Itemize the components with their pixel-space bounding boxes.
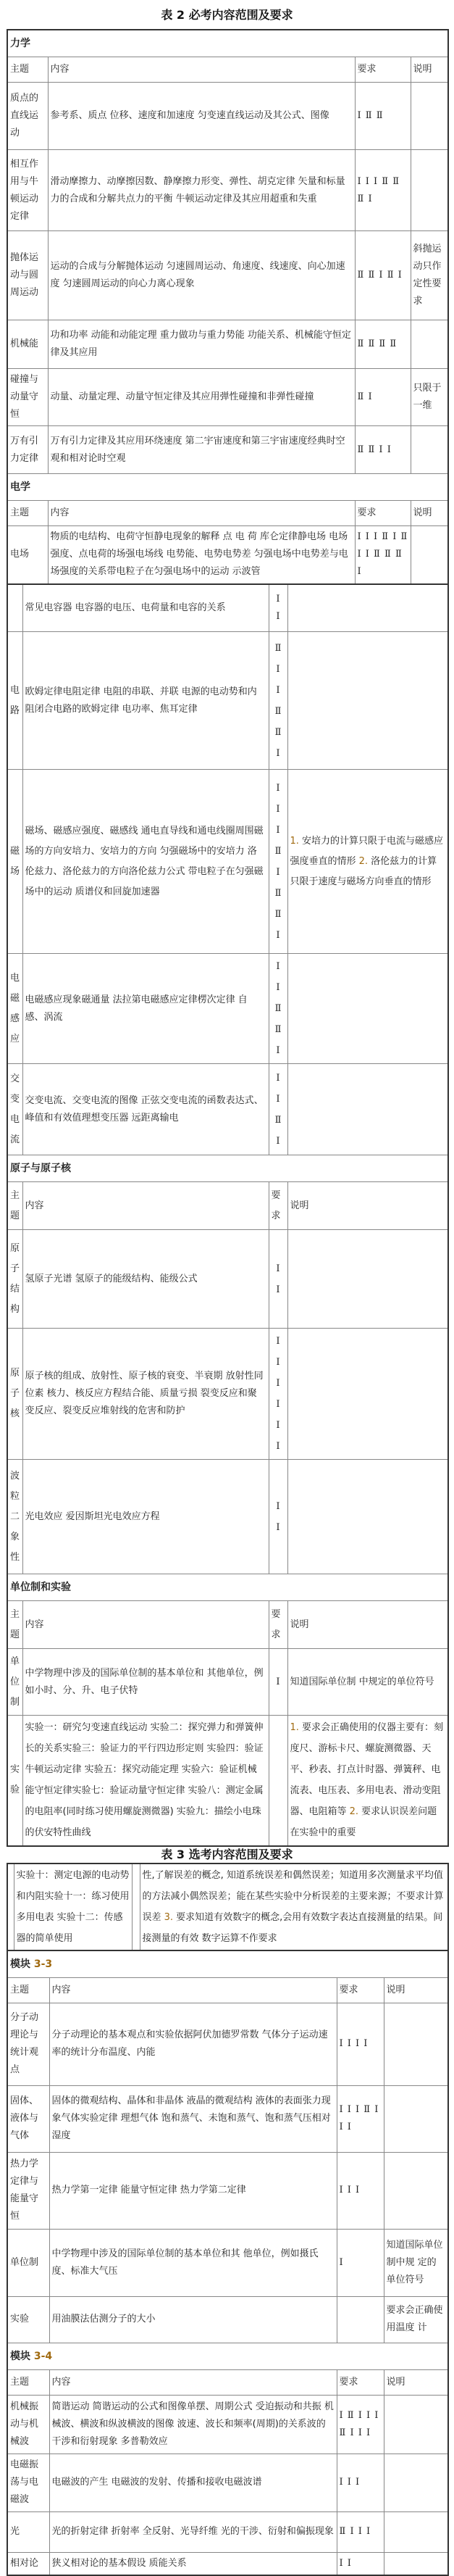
req-cell [269,770,287,954]
req-level: Ⅰ [272,1517,285,1538]
note-cell [287,1230,448,1329]
header-topic: 主题 [7,1182,22,1230]
table-row [7,2296,448,2343]
header-note: 说明 [411,501,448,526]
table-row [7,231,448,320]
table-row [7,2395,448,2454]
note-cell [287,584,448,632]
req-cell [269,1716,287,1846]
req-cell: Ⅰ Ⅰ Ⅰ Ⅱ Ⅰ Ⅰ Ⅰ [337,2085,384,2152]
req-level: Ⅰ [272,1068,285,1089]
req-cell [269,1329,287,1460]
note-cell [384,2552,448,2575]
table-row [7,1460,448,1574]
req-level: Ⅰ [272,743,285,764]
content-cell: 常见电容器 电容器的电压、电荷量和电容的关系 [22,584,269,632]
req-level: Ⅰ [272,778,285,799]
note-cell [140,1864,448,1950]
content-cell: 实验十：测定电源的电动势和内阻实验十一：练习使用多用电表 实验十二：传感器的简单使用 [14,1864,132,1950]
topic-cell: 机械振动与机械波 [7,2395,49,2454]
note-cell [411,150,448,231]
content-cell: 电磁波的产生 电磁波的发射、传播和接收电磁波谱 [49,2454,337,2511]
header-content: 内容 [49,2369,337,2395]
table2-caption: 表 2 必考内容范围及要求 [7,0,447,29]
content-cell: 磁场、磁感应强度、磁感线 通电直导线和通电线圈周围磁场的方向安培力、安培力的方向 匀强磁场中的安培力 洛伦兹力、洛伦兹力的方向洛伦兹力公式 带电粒子在匀强磁场中的运动 质谱仪和回旋加速器 [22,770,269,954]
note-text: 安培力的计算只限于电流与磁感应强度垂直的情形 [290,836,444,867]
table-row [7,2454,448,2511]
header-note: 说明 [384,2369,448,2395]
section-row [7,30,448,57]
header-note: 说明 [411,57,448,83]
content-cell: 狭义相对论的基本假设 质能关系 [49,2552,337,2575]
req-level: Ⅰ [272,1040,285,1061]
header-note: 说明 [384,1977,448,2003]
req-cell: Ⅱ Ⅰ [355,369,411,426]
section-title: 原子与原子核 [7,1155,448,1182]
note-cell [287,954,448,1064]
header-req: 要求 [355,501,411,526]
note-number: 3. [164,1912,173,1923]
note-cell [287,770,448,954]
module-number: 3-4 [34,2351,52,2362]
req-cell: Ⅰ Ⅰ Ⅰ Ⅱ Ⅰ Ⅱ Ⅰ Ⅰ Ⅱ Ⅱ Ⅱ Ⅰ [355,526,411,584]
req-cell: Ⅰ Ⅰ [337,2552,384,2575]
req-cell: Ⅱ Ⅱ Ⅰ Ⅰ [355,426,411,474]
table-row [7,83,448,150]
req-cell: Ⅰ [337,2229,384,2296]
topic-cell: 单位制 [7,2229,49,2296]
req-level: Ⅰ [272,1089,285,1110]
req-level: Ⅰ [272,925,285,946]
topic-cell: 分子动理论与统计观点 [7,2003,49,2085]
req-cell: Ⅱ Ⅰ Ⅰ Ⅰ [337,2511,384,2552]
header-content: 内容 [48,57,355,83]
req-level: Ⅱ [272,904,285,925]
req-level: Ⅰ [272,1373,285,1394]
header-note: 说明 [287,1182,448,1230]
note-cell [411,320,448,369]
req-level: Ⅰ [272,1258,285,1279]
note-cell [411,426,448,474]
table-row [7,1649,448,1716]
topic-cell: 磁场 [7,770,22,954]
table-row [7,2152,448,2229]
content-cell: 固体的微观结构、晶体和非晶体 液晶的微观结构 液体的表面张力现象气体实验定律 理想气体 饱和蒸气、未饱和蒸气、饱和蒸气压相对湿度 [49,2085,337,2152]
req-level: Ⅰ [272,1496,285,1517]
table-row [7,150,448,231]
header-row [7,1601,448,1649]
section-row [7,474,448,501]
header-topic: 主题 [7,1977,49,2003]
req-cell: Ⅰ Ⅰ Ⅰ [337,2152,384,2229]
req-level: Ⅰ [272,956,285,977]
section-row [7,1155,448,1182]
header-topic: 主题 [7,1601,22,1649]
req-level: Ⅰ [272,608,285,626]
section-title: 力学 [7,30,448,57]
topic-cell: 电磁感应 [7,954,22,1064]
header-row [7,501,448,526]
note-cell [384,2085,448,2152]
table-row [7,584,448,632]
section-row [7,1950,448,1978]
req-level: Ⅱ [272,701,285,722]
req-level: Ⅱ [272,1110,285,1131]
req-level: Ⅱ [272,883,285,904]
header-row [7,2369,448,2395]
header-req: 要求 [337,1977,384,2003]
section-title [7,1950,448,1978]
header-req: 要求 [269,1182,287,1230]
topic-cell: 质点的直线运动 [7,83,48,150]
req-level: Ⅰ [272,977,285,998]
module-number: 3-3 [34,1958,52,1970]
content-cell: 实验一：研究匀变速直线运动 实验二：探究弹力和弹簧伸长的关系实验三：验证力的平行四边形定则 实验四：验证牛顿运动定律 实验五：探究动能定理 实验六：验证机械能守恒定律实验七：验证动量守恒定律 实验八：测定金属的电阻率(同时练习使用螺旋测微器) 实验九：描绘小电珠的伏安特性曲线 [22,1716,269,1846]
header-req: 要求 [337,2369,384,2395]
note-cell [384,2395,448,2454]
note-cell [384,2454,448,2511]
req-cell: Ⅰ Ⅰ Ⅰ [337,2454,384,2511]
req-level: Ⅰ [272,799,285,820]
content-cell: 滑动摩擦力、动摩擦因数、静摩擦力形变、弹性、胡克定律 矢量和标量 力的合成和分解共点力的平衡 牛顿运动定律及其应用超重和失重 [48,150,355,231]
content-cell: 氢原子光谱 氢原子的能级结构、能级公式 [22,1230,269,1329]
table-row [7,2003,448,2085]
req-level: Ⅰ [272,1394,285,1415]
note-cell [384,2511,448,2552]
topic-cell: 交变电流 [7,1064,22,1155]
table-row [7,1230,448,1329]
content-cell: 中学物理中涉及的国际单位制的基本单位和其 他单位，例如摄氏度、标准大气压 [49,2229,337,2296]
module-label: 模块 [10,2351,34,2362]
req-cell [269,1064,287,1155]
topic-cell [7,1864,14,1950]
table-row [7,2085,448,2152]
note-cell [384,2152,448,2229]
table-row [7,632,448,770]
table-row [7,2229,448,2296]
topic-cell [7,584,22,632]
req-cell: Ⅱ Ⅱ Ⅱ Ⅱ [355,320,411,369]
note-number: 2. [359,856,368,867]
req-cell [337,2296,384,2343]
note-cell: 要求会正确使用温度 计 [384,2296,448,2343]
topic-cell: 碰撞与动量守恒 [7,369,48,426]
table-row [7,2511,448,2552]
table-row [7,369,448,426]
req-level: Ⅱ [272,638,285,659]
content-cell: 分子动理论的基本观点和实验依据阿伏加德罗常数 气体分子运动速率的统计分布温度、内能 [49,2003,337,2085]
note-number: 1. [290,1722,299,1733]
topic-cell: 实验 [7,2296,49,2343]
header-req: 要求 [269,1601,287,1649]
header-content: 内容 [49,1977,337,2003]
note-cell: 知道国际单位制 中规定的单位符号 [287,1649,448,1716]
note-cell [287,632,448,770]
req-level: Ⅰ [272,820,285,841]
content-cell: 热力学第一定律 能量守恒定律 热力学第二定律 [49,2152,337,2229]
content-cell: 物质的电结构、电荷守恒静电现象的解释 点 电 荷 库仑定律静电场 电场强度、点电荷的场强电场线 电势能、电势电势差 匀强电场中电势差与电场强度的关系带电粒子在匀强电场中的运动 示波管 [48,526,355,584]
req-cell [269,632,287,770]
topic-cell: 万有引力定律 [7,426,48,474]
section-title: 单位制和实验 [7,1574,448,1601]
table-row [7,1064,448,1155]
topic-cell: 波粒二象性 [7,1460,22,1574]
header-topic: 主题 [7,2369,49,2395]
content-cell: 光电效应 爱因斯坦光电效应方程 [22,1460,269,1574]
table3-continuation [7,1863,449,1951]
topic-cell: 相互作用与牛顿运动定律 [7,150,48,231]
header-note: 说明 [287,1601,448,1649]
content-cell: 原子核的组成、放射性、原子核的衰变、半衰期 放射性同位素 核力、核反应方程结合能、质量亏损 裂变反应和聚变反应、裂变反应堆射线的危害和防护 [22,1329,269,1460]
topic-cell: 电路 [7,632,22,770]
content-cell: 简谐运动 简谐运动的公式和图像单摆、周期公式 受迫振动和共振 机械波、横波和纵波横波的图像 波速、波长和频率(周期)的关系波的干涉和衍射现象 多普勒效应 [49,2395,337,2454]
req-level: Ⅰ [272,862,285,883]
table-row [7,526,448,584]
header-row [7,1977,448,2003]
req-cell: Ⅰ Ⅱ Ⅱ [355,83,411,150]
content-cell: 交变电流、交变电流的图像 正弦交变电流的函数表达式、峰值和有效值理想变压器 远距离输电 [22,1064,269,1155]
content-cell: 电磁感应现象磁通量 法拉第电磁感应定律楞次定律 自感、涡流 [22,954,269,1064]
note-text: 要求知道有效数字的概念,会用有效数字表达直接测量的结果。间接测量的有效 数字运算不作要求 [143,1912,443,1944]
note-cell [411,526,448,584]
req-level: Ⅰ [272,1131,285,1152]
req-cell [269,954,287,1064]
table-row [7,770,448,954]
req-level: Ⅰ [272,1331,285,1352]
table-row [7,2552,448,2575]
topic-cell: 热力学定律与能量守恒 [7,2152,49,2229]
note-number: 2. [350,1806,358,1817]
table-row [7,1864,448,1950]
note-cell: 斜抛运动只作定性要求 [411,231,448,320]
table2-mechanics [7,29,449,585]
header-content: 内容 [48,501,355,526]
req-cell [269,1230,287,1329]
req-cell: Ⅱ Ⅱ Ⅰ Ⅱ Ⅰ [355,231,411,320]
req-level: Ⅰ [272,1352,285,1373]
content-cell: 动量、动量定理、动量守恒定律及其应用弹性碰撞和非弹性碰撞 [48,369,355,426]
topic-cell: 原子结构 [7,1230,22,1329]
topic-cell: 机械能 [7,320,48,369]
section-title [7,2343,448,2369]
table-row [7,1716,448,1846]
topic-cell: 电场 [7,526,48,584]
topic-cell: 电磁振荡与电磁波 [7,2454,49,2511]
content-cell: 运动的合成与分解抛体运动 匀速圆周运动、角速度、线速度、向心加速度 匀速圆周运动的向心力离心现象 [48,231,355,320]
note-cell [411,83,448,150]
content-cell: 用油膜法估测分子的大小 [49,2296,337,2343]
header-topic: 主题 [7,57,48,83]
req-cell [269,584,287,632]
topic-cell: 原子核 [7,1329,22,1460]
req-level: Ⅱ [272,1019,285,1040]
header-content: 内容 [22,1601,269,1649]
req-level: Ⅰ [272,659,285,680]
note-cell [287,1460,448,1574]
section-row [7,1574,448,1601]
content-cell: 参考系、质点 位移、速度和加速度 匀变速直线运动及其公式、图像 [48,83,355,150]
req-level: Ⅱ [272,841,285,862]
content-cell: 功和功率 动能和动能定理 重力做功与重力势能 功能关系、机械能守恒定律及其应用 [48,320,355,369]
req-cell [269,1460,287,1574]
note-cell: 知道国际单位制中规 定的单位符号 [384,2229,448,2296]
req-level: Ⅰ [272,1279,285,1300]
section-row [7,2343,448,2369]
req-level: Ⅰ [272,1436,285,1457]
note-cell [287,1064,448,1155]
topic-cell: 固体、液体与气体 [7,2085,49,2152]
table-row [7,320,448,369]
table-row [7,954,448,1064]
table2-narrow [7,583,449,1847]
req-level: Ⅰ [272,591,285,608]
note-cell [384,2003,448,2085]
req-level: Ⅱ [272,998,285,1019]
note-number: 1. [290,836,299,847]
note-cell [287,1716,448,1846]
content-cell: 光的折射定律 折射率 全反射、光导纤维 光的干涉、衍射和偏振现象 [49,2511,337,2552]
header-row [7,1182,448,1230]
content-cell: 中学物理中涉及的国际单位制的基本单位和 其他单位，例如小时、分、升、电子伏特 [22,1649,269,1716]
section-title: 电学 [7,474,448,501]
content-cell: 万有引力定律及其应用环绕速度 第二宇宙速度和第三宇宙速度经典时空观和相对论时空观 [48,426,355,474]
table3-caption: 表 3 选考内容范围及要求 [7,1847,447,1863]
table3-modules [7,1950,449,2576]
note-cell [287,1329,448,1460]
topic-cell: 抛体运动与圆周运动 [7,231,48,320]
header-topic: 主题 [7,501,48,526]
note-text: 要求会正确使用的仪器主要有：刻度尺、游标卡尺、螺旋测微器、天平、秒表、打点计时器、弹簧秤、电流表、电压表、多用电表、滑动变阻器、电阻箱等 [290,1722,444,1817]
content-cell: 欧姆定律电阻定律 电阻的串联、并联 电源的电动势和内阻闭合电路的欧姆定律 电功率、焦耳定律 [22,632,269,770]
req-level: Ⅰ [272,680,285,701]
req-cell: Ⅰ [269,1649,287,1716]
req-cell: Ⅰ Ⅱ Ⅰ Ⅰ Ⅰ Ⅱ Ⅰ Ⅰ Ⅰ [337,2395,384,2454]
req-level: Ⅱ [272,722,285,743]
req-cell [132,1864,140,1950]
header-row [7,57,448,83]
topic-cell: 相对论 [7,2552,49,2575]
topic-cell: 单位制 [7,1649,22,1716]
note-cell: 只限于一维 [411,369,448,426]
req-cell: Ⅰ Ⅰ Ⅰ Ⅰ [337,2003,384,2085]
note-text: 性,了解误差的概念, 知道系统误差和偶然误差；知道用多次测量求平均值的方法减小偶然误差；能在某些实验中分析误差的主要来源；不要求计算误差 [143,1870,444,1923]
module-label: 模块 [10,1958,34,1970]
topic-cell: 实验 [7,1716,22,1846]
table-row [7,426,448,474]
header-content: 内容 [22,1182,269,1230]
req-cell: Ⅰ Ⅰ Ⅰ Ⅱ Ⅱ Ⅱ Ⅰ [355,150,411,231]
topic-cell: 光 [7,2511,49,2552]
table-row [7,1329,448,1460]
header-req: 要求 [355,57,411,83]
req-level: Ⅰ [272,1415,285,1436]
note-text: 要求认识误差问题在实验中的重要 [290,1806,437,1838]
note-text: 洛伦兹力的计算只限于速度与磁场方向垂直的情形 [290,856,437,887]
